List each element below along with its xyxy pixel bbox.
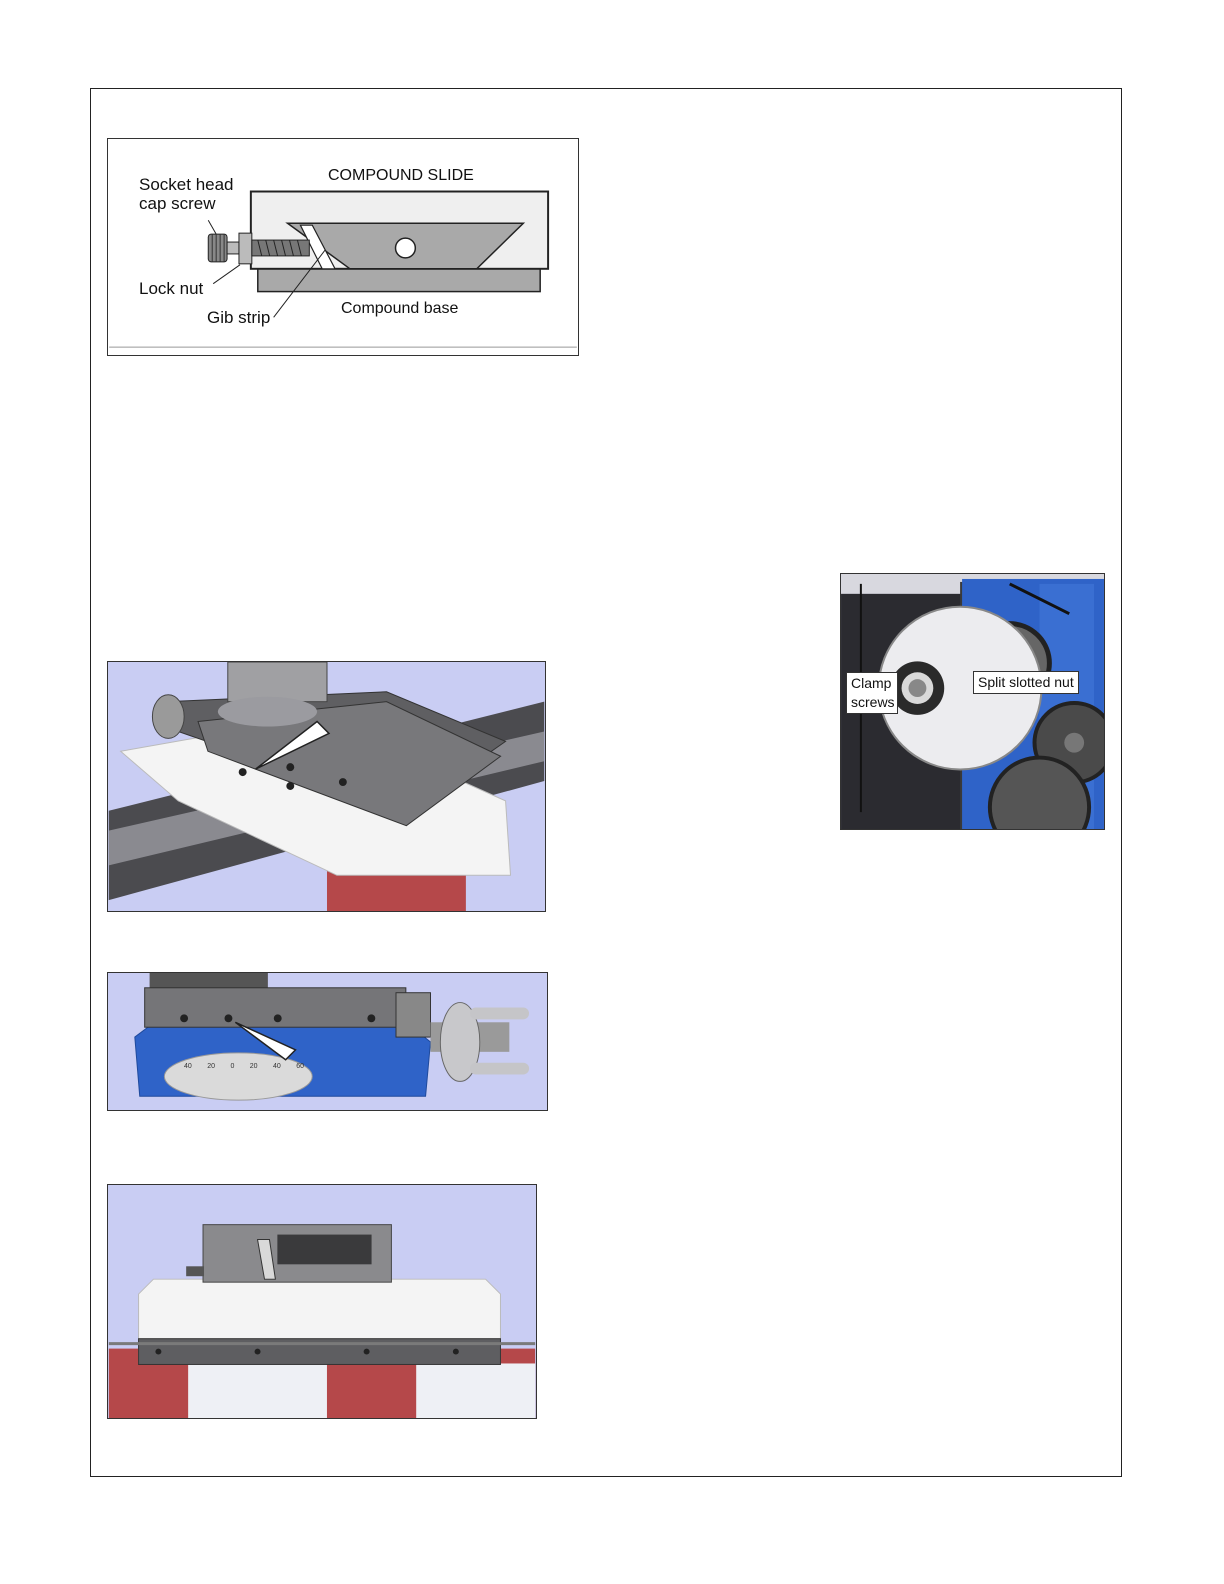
dial-number: 40: [272, 1063, 281, 1070]
spindle-nut-photo: [840, 573, 1105, 830]
compound-side-drawing: [108, 973, 547, 1110]
split-slotted-nut-callout: Split slotted nut: [973, 671, 1079, 694]
carriage-front-drawing: [108, 1185, 536, 1418]
compound-base-label: Compound base: [341, 300, 459, 317]
socket-head-label: Socket head: [139, 175, 234, 194]
clamp-label-line2: screws: [851, 694, 895, 710]
lock-nut-label: Lock nut: [139, 279, 204, 298]
dial-number: 20: [207, 1063, 216, 1070]
dial-number: 0: [230, 1063, 235, 1070]
carriage-front-photo: [107, 1184, 537, 1419]
clamp-label-line1: Clamp: [851, 675, 892, 691]
compound-gib-diagram: [107, 138, 579, 356]
dial-number: 60: [296, 1063, 304, 1070]
clamp-screws-callout: [846, 672, 898, 714]
dial-scale: [184, 1063, 304, 1070]
compound-side-photo: [107, 972, 548, 1111]
lock-nut-shape: [239, 233, 252, 264]
cross-slide-drawing: [108, 662, 545, 911]
dial-number: 40: [184, 1063, 192, 1070]
compound-slide-label: COMPOUND SLIDE: [328, 167, 474, 184]
cross-slide-photo: [107, 661, 546, 912]
dial-number: 20: [249, 1063, 258, 1070]
gib-strip-label: Gib strip: [207, 308, 271, 327]
cap-screw-label: cap screw: [139, 194, 216, 213]
